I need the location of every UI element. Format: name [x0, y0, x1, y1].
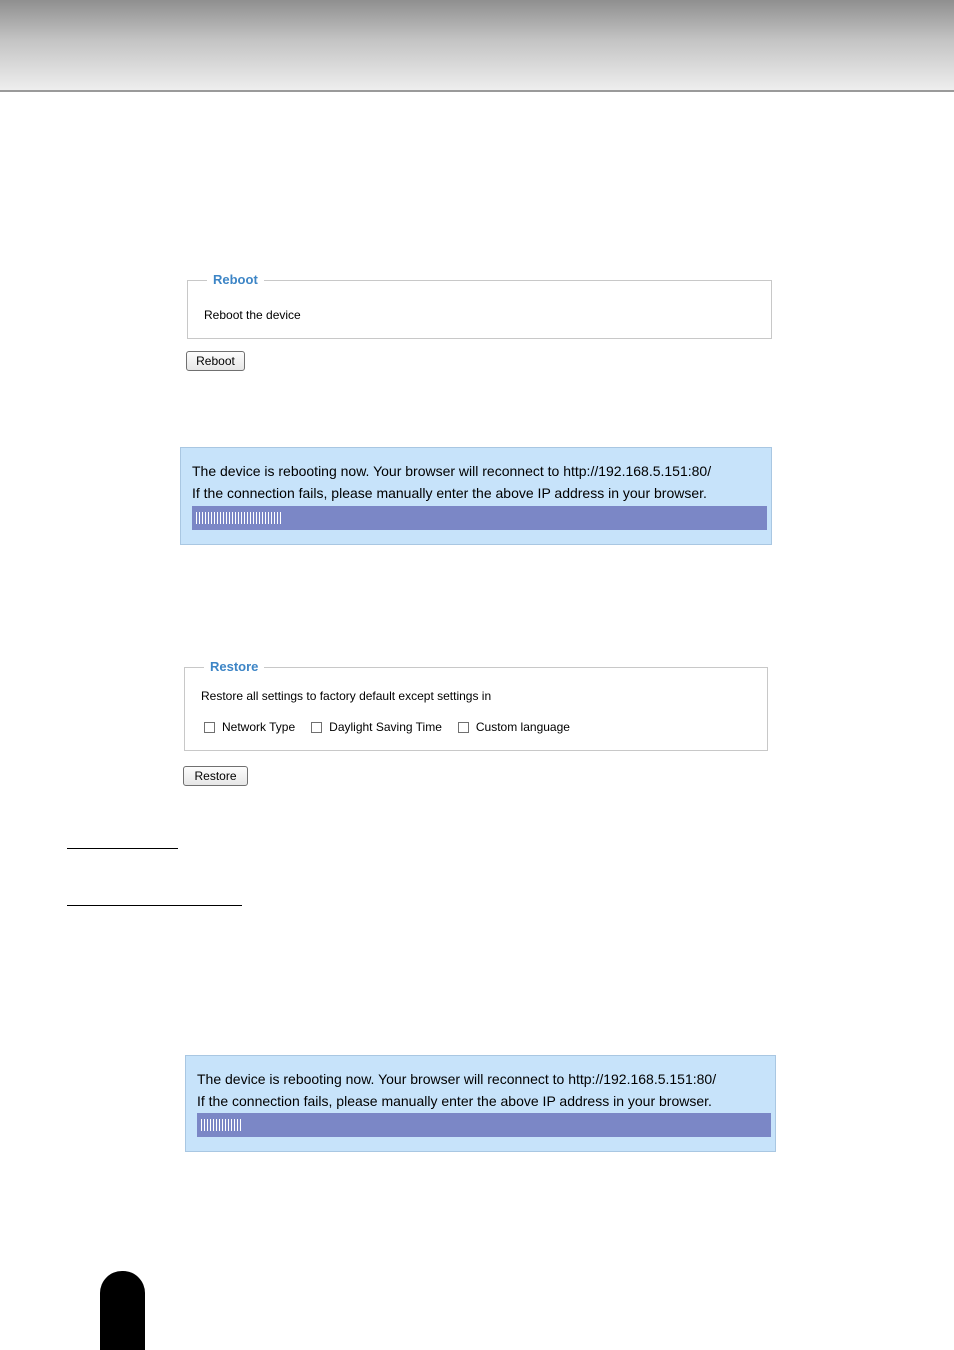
restore-progress-bar [197, 1113, 771, 1137]
section-underline-2 [67, 905, 242, 906]
option-daylight-saving-time[interactable] [311, 720, 442, 734]
reboot-panel [187, 272, 772, 339]
restore-notice-line-1: The device is rebooting now. Your browser will reconnect to http://192.168.5.151:80/ [197, 1071, 717, 1087]
restore-button[interactable]: Restore [183, 766, 248, 786]
restore-progress-fill [201, 1119, 241, 1131]
restore-panel [184, 659, 768, 751]
page-tab-marker [100, 1271, 145, 1350]
option-custom-language[interactable] [458, 720, 570, 734]
restore-legend: Restore [204, 659, 264, 675]
custom-language-checkbox[interactable] [458, 722, 469, 733]
header-bar [0, 0, 954, 90]
section-underline-1 [67, 848, 178, 849]
reboot-progress-fill [196, 512, 281, 524]
reboot-notice-line-2: If the connection fails, please manually enter the above IP address in your browser. [192, 485, 707, 501]
header-divider [0, 90, 954, 92]
reboot-notice [180, 447, 772, 545]
network-type-checkbox[interactable] [204, 722, 215, 733]
reboot-description: Reboot the device [204, 308, 301, 322]
restore-notice [185, 1055, 776, 1152]
custom-language-label: Custom language [475, 720, 570, 734]
daylight-saving-time-checkbox[interactable] [311, 722, 322, 733]
restore-notice-line-2: If the connection fails, please manually enter the above IP address in your browser. [197, 1093, 712, 1109]
restore-description: Restore all settings to factory default except settings in [201, 689, 492, 703]
daylight-saving-time-label: Daylight Saving Time [329, 720, 442, 734]
reboot-legend: Reboot [207, 272, 264, 288]
reboot-button[interactable]: Reboot [186, 351, 245, 371]
reboot-notice-line-1: The device is rebooting now. Your browser will reconnect to http://192.168.5.151:80/ [192, 463, 712, 479]
network-type-label: Network Type [222, 720, 296, 734]
reboot-progress-bar [192, 506, 767, 530]
option-network-type[interactable] [204, 720, 295, 734]
restore-options [204, 720, 586, 734]
